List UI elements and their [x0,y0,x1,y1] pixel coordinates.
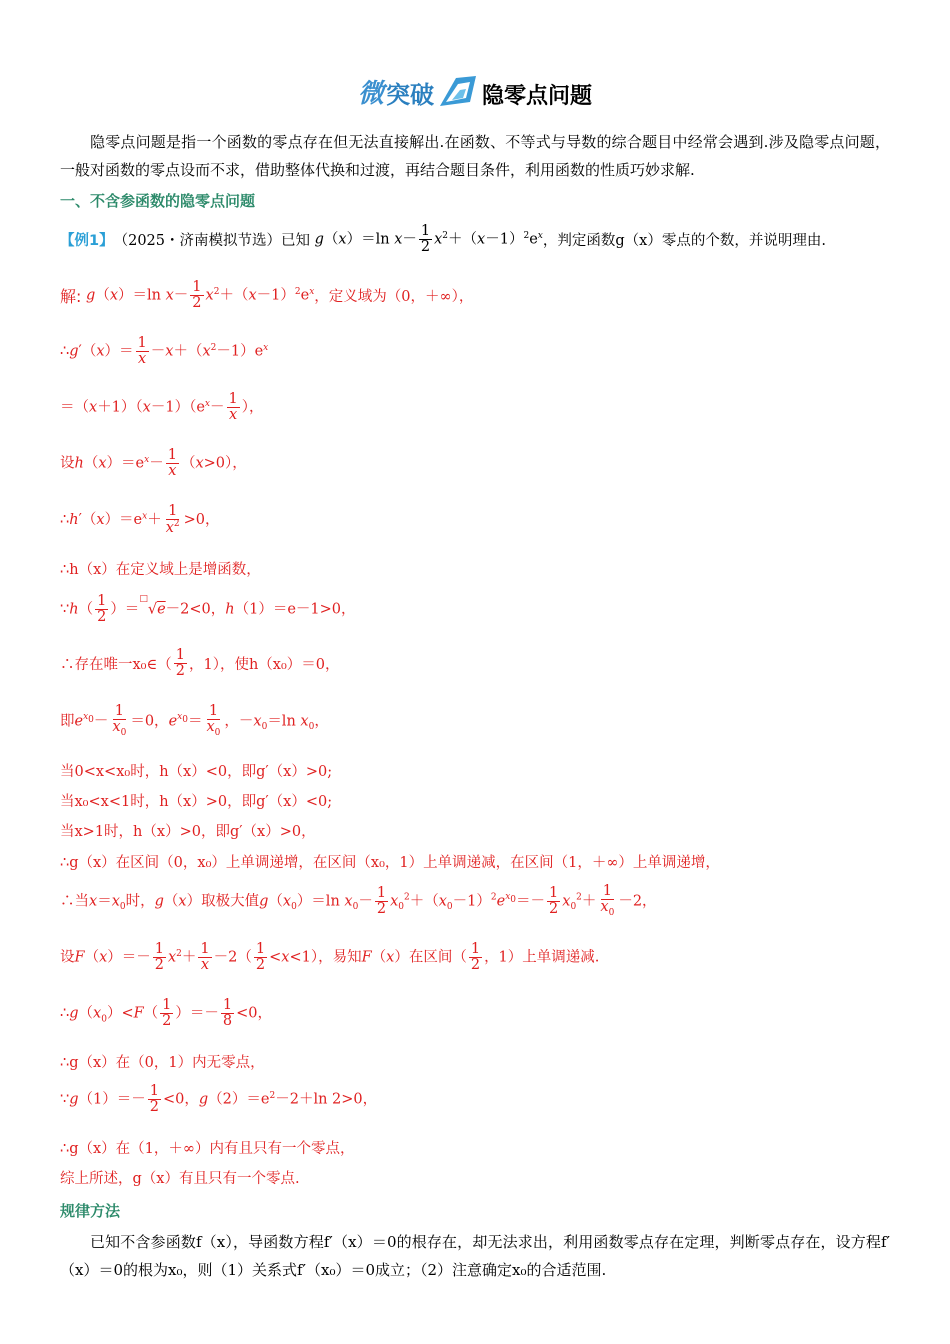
title-logo-icon [436,72,480,110]
example-source: （2025・济南模拟节选）已知 [113,233,310,250]
solution-line-18: ∵g（1）＝－ $\frac{1}{2}$ <0，$g(2)=e^2-2+\ln$ 2>0， [60,1083,378,1116]
solution-line-15: 设F（x）＝－ $\frac{1}{2}$ $x^2+$ $\frac{1}{x}$ －2（ $\frac{1}{2}$ <x<1），易知F（x）在区间（ $\frac{1}{2}$ ，1）上单调递减. [60,941,600,974]
solution-line-17: ∴g（x）在（0，1）内无零点， [60,1055,265,1071]
title-main: 隐零点问题 [482,84,593,109]
solution-line-11: 当x₀<x<1时，h（x）>0，即g′（x）<0; [60,794,333,810]
solution-line-12: 当x>1时，h（x）>0，即g′（x）>0， [60,824,316,840]
example-text-end: ，判定函数g（x）零点的个数，并说明理由. [542,233,826,250]
solution-line-16: $\therefore g(x_0)<F$（ $\frac{1}{2}$ ）＝－ $\frac{1}{8}$ <0， [60,997,273,1030]
method-heading: 规律方法 [60,1202,121,1220]
solution-line-1: 解: g（x）＝ln x－ $\frac{1}{2}$ $x^2+(x-1)^2e^x$ ，定义域为（0，＋∞）， [60,279,474,312]
intro-paragraph: 隐零点问题是指一个函数的零点存在但无法直接解出.在函数、不等式与导数的综合题目中经常会遇到.涉及隐零点问题，一般对函数的零点设而不求，借助整体代换和过渡，再结合题目条件，利用函数的性质巧妙求解. [60,133,890,179]
solution-line-19: ∴g（x）在（1，＋∞）内有且只有一个零点， [60,1141,355,1157]
title-prefix: 微 [357,79,384,109]
page-title [0,72,950,110]
solution-line-5: $\therefore h'(x)=e^x+$ $\frac{1}{x^2}$ >0， [60,503,220,537]
title-prefix-2: 突破 [386,81,434,109]
solution-line-13: ∴g（x）在区间（0，x₀）上单调递增，在区间（x₀，1）上单调递减，在区间（1，＋∞）上单调递增， [60,855,720,871]
solution-label: 解: [60,287,82,307]
solution-line-8: ∴存在唯一x₀∈（ $\frac{1}{2}$ ，1），使h（x₀）＝0， [60,647,340,680]
solution-line-10: 当0<x<x₀时，h（x）<0，即g′（x）>0; [60,764,333,780]
example-tag: 【例1】 [60,233,114,250]
example-function: g（x）＝ln x－ $\frac{1}{2}$ $x^2+(x-1)^2e^x$ [314,223,543,256]
solution-line-7: ∵h（ $\frac{1}{2}$ ）＝□√e－2<0，h（1）＝e－1>0， [60,593,356,626]
solution-line-2: ∴g′（x）＝ $\frac{1}{x}$ $-x+(x^2-1)e^x$ [60,335,269,368]
section-heading-1: 一、不含参函数的隐零点问题 [60,192,256,210]
solution-line-9: 即$e^{x_0}-$ $\frac{1}{x_0}$ ＝0，$e^{x_0}=$ $\frac{1}{x_0}$ ，$-x_0=\ln$ $x_0$， [60,703,329,739]
solution-line-20: 综上所述，g（x）有且只有一个零点. [60,1171,300,1187]
method-paragraph: 已知不含参函数f（x），导函数方程f′（x）＝0的根存在，却无法求出，利用函数零点存在定理，判断零点存在，设方程f′（x）＝0的根为x₀，则（1）关系式f′（x₀）＝0成立；（2）注意确定x₀的合适范围. [60,1233,890,1279]
solution-line-3: $=(x+1)(x-1)(e^x-$ $\frac{1}{x}$ ）， [60,391,264,424]
solution-line-6: ∴h（x）在定义域上是增函数， [60,562,261,578]
solution-line-14: ∴当$x=x_0$时，g（x）取极大值$g(x_0)=\ln$ $x_0-$ $\frac{1}{2}$ $x_0^2+(x_0-1)^2e^{x_0}=-$ $\frac{1}{2}$ $x_0^2+$ $\frac{1}{x_0}$ －2， [60,883,657,919]
example-1 [60,224,826,255]
solution-line-4: 设$h(x)=e^x-$ $\frac{1}{x}$ （x>0）， [60,447,247,480]
solution-domain: ，定义域为（0，＋∞）， [314,289,474,306]
